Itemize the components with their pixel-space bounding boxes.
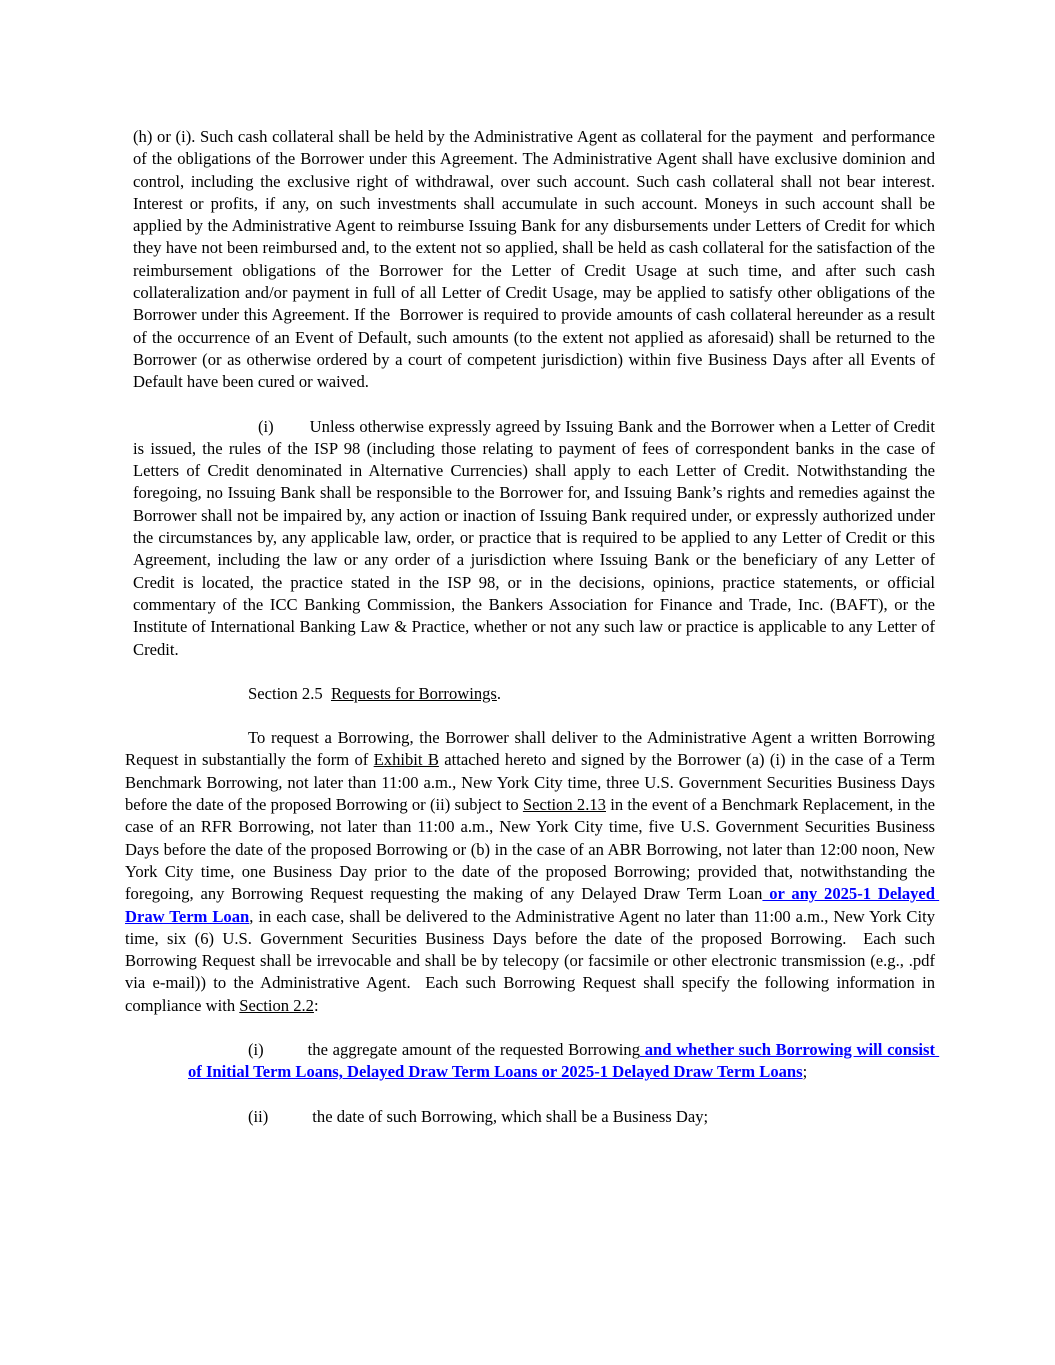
text-run: Section 2.13	[522, 795, 606, 815]
text-run: (i)	[248, 1039, 264, 1059]
paragraph-isp-98	[133, 416, 940, 661]
list-item-i	[188, 1039, 940, 1084]
text-run: .	[496, 683, 502, 703]
text-run: :	[313, 995, 319, 1015]
text-run: ;	[802, 1062, 808, 1082]
paragraph-borrowing-request	[125, 727, 940, 1017]
text-run: the aggregate amount of the requested Borrowing	[307, 1039, 641, 1059]
text-run: Requests for Borrowings	[330, 683, 497, 703]
inserted-text-run: and whether such Borrowing will consist of Initial Term Loans, Delayed Draw Term Loans or 2025-1 Delayed Draw Term Loans	[188, 1039, 940, 1082]
text-run: To request a Borrowing, the Borrower shall deliver to the Administrative Agent a written Borrowing Request in substantially the form of	[125, 728, 940, 770]
text-run: , in each case, shall be delivered to the Administrative Agent no later than 11:00 a.m., New York City time, six (6) U.S. Government Securities Business Days before the date of the proposed Borrowing. Each such Borrowing Request shall be irrevocable and shall be by telecopy (or facsimile or other electronic transmission (e.g., .pdf via e-mail)) to the Administrative Agent. Each such Borrowing Request shall specify the following information in compliance with	[125, 906, 940, 1015]
text-run: (ii)	[248, 1106, 269, 1126]
text-run: Exhibit B	[373, 750, 439, 770]
text-run: (i)	[258, 416, 274, 436]
section-2-5-heading	[248, 683, 935, 705]
text-run: the date of such Borrowing, which shall be a Business Day;	[312, 1106, 709, 1126]
text-run: attached hereto and signed by the Borrower (a) (i) in the case of a Term Benchmark Borrowing, not later than 11:00 a.m., New York City time, three U.S. Government Securities Business Days before the date of the proposed Borrowing or (ii) subject to	[125, 750, 940, 815]
text-run: in the event of a Benchmark Replacement, in the case of an RFR Borrowing, not later than 11:00 a.m., New York City time, five U.S. Government Securities Business Days before the date of the proposed Borrowing or (b) in the case of an ABR Borrowing, not later than 12:00 noon, New York City time, one Business Day prior to the date of the proposed Borrowing; provided that, notwithstanding the foregoing, any Borrowing Request requesting the making of any Delayed Draw Term Loan	[125, 795, 940, 904]
text-run: Section 2.5	[248, 683, 331, 703]
list-item-ii	[188, 1106, 935, 1128]
paragraph-cash-collateral	[133, 126, 940, 394]
text-run: (h) or (i). Such cash collateral shall be held by the Administrative Agent as collateral for the payment and performance of the obligations of the Borrower under this Agreement. The Administrative Agent shall have exclusive dominion and control, including the exclusive right of withdrawal, over such account. Such cash collateral shall not bear interest. Interest or profits, if any, on such investments shall accumulate in such account. Moneys in such account shall be applied by the Administrative Agent to reimburse Issuing Bank for any disbursements under Letters of Credit for which they have not been reimbursed and, to the extent not so applied, shall be held as cash collateral for the satisfaction of the reimbursement obligations of the Borrower for the Letter of Credit Usage at such time, and after such cash collateralization and/or payment in full of all Letter of Credit Usage, may be applied to satisfy other obligations of the Borrower under this Agreement. If the Borrower is required to provide amounts of cash collateral hereunder as a result of the occurrence of an Event of Default, such amounts (to the extent not applied as aforesaid) shall be returned to the Borrower (or as otherwise ordered by a court of competent jurisdiction) within five Business Days after all Events of Default have been cured or waived.	[133, 127, 940, 392]
text-run: Section 2.2	[239, 995, 314, 1015]
text-run: Unless otherwise expressly agreed by Issuing Bank and the Borrower when a Letter of Credit is issued, the rules of the ISP 98 (including those relating to payment of fees of correspondent banks in the case of Letters of Credit denominated in Alternative Currencies) shall apply to each Letter of Credit. Notwithstanding the foregoing, no Issuing Bank shall be responsible to the Borrower for, and Issuing Bank’s rights and remedies against the Borrower shall not be impaired by, any action or inaction of Issuing Bank required under, or expressly authorized under the circumstances by, any applicable law, order, or practice that is required to be applied to any Letter of Credit or this Agreement, including the law or any order of a jurisdiction where Issuing Bank or the beneficiary of any Letter of Credit is located, the practice stated in the ISP 98, or in the decisions, opinions, practice statements, or official commentary of the ICC Banking Commission, the Bankers Association for Finance and Trade, Inc. (BAFT), or the Institute of International Banking Law & Practice, whether or not any such law or practice is applicable to any Letter of Credit.	[133, 416, 940, 659]
inserted-text-run: or any 2025-1 Delayed Draw Term Loan	[125, 884, 940, 926]
